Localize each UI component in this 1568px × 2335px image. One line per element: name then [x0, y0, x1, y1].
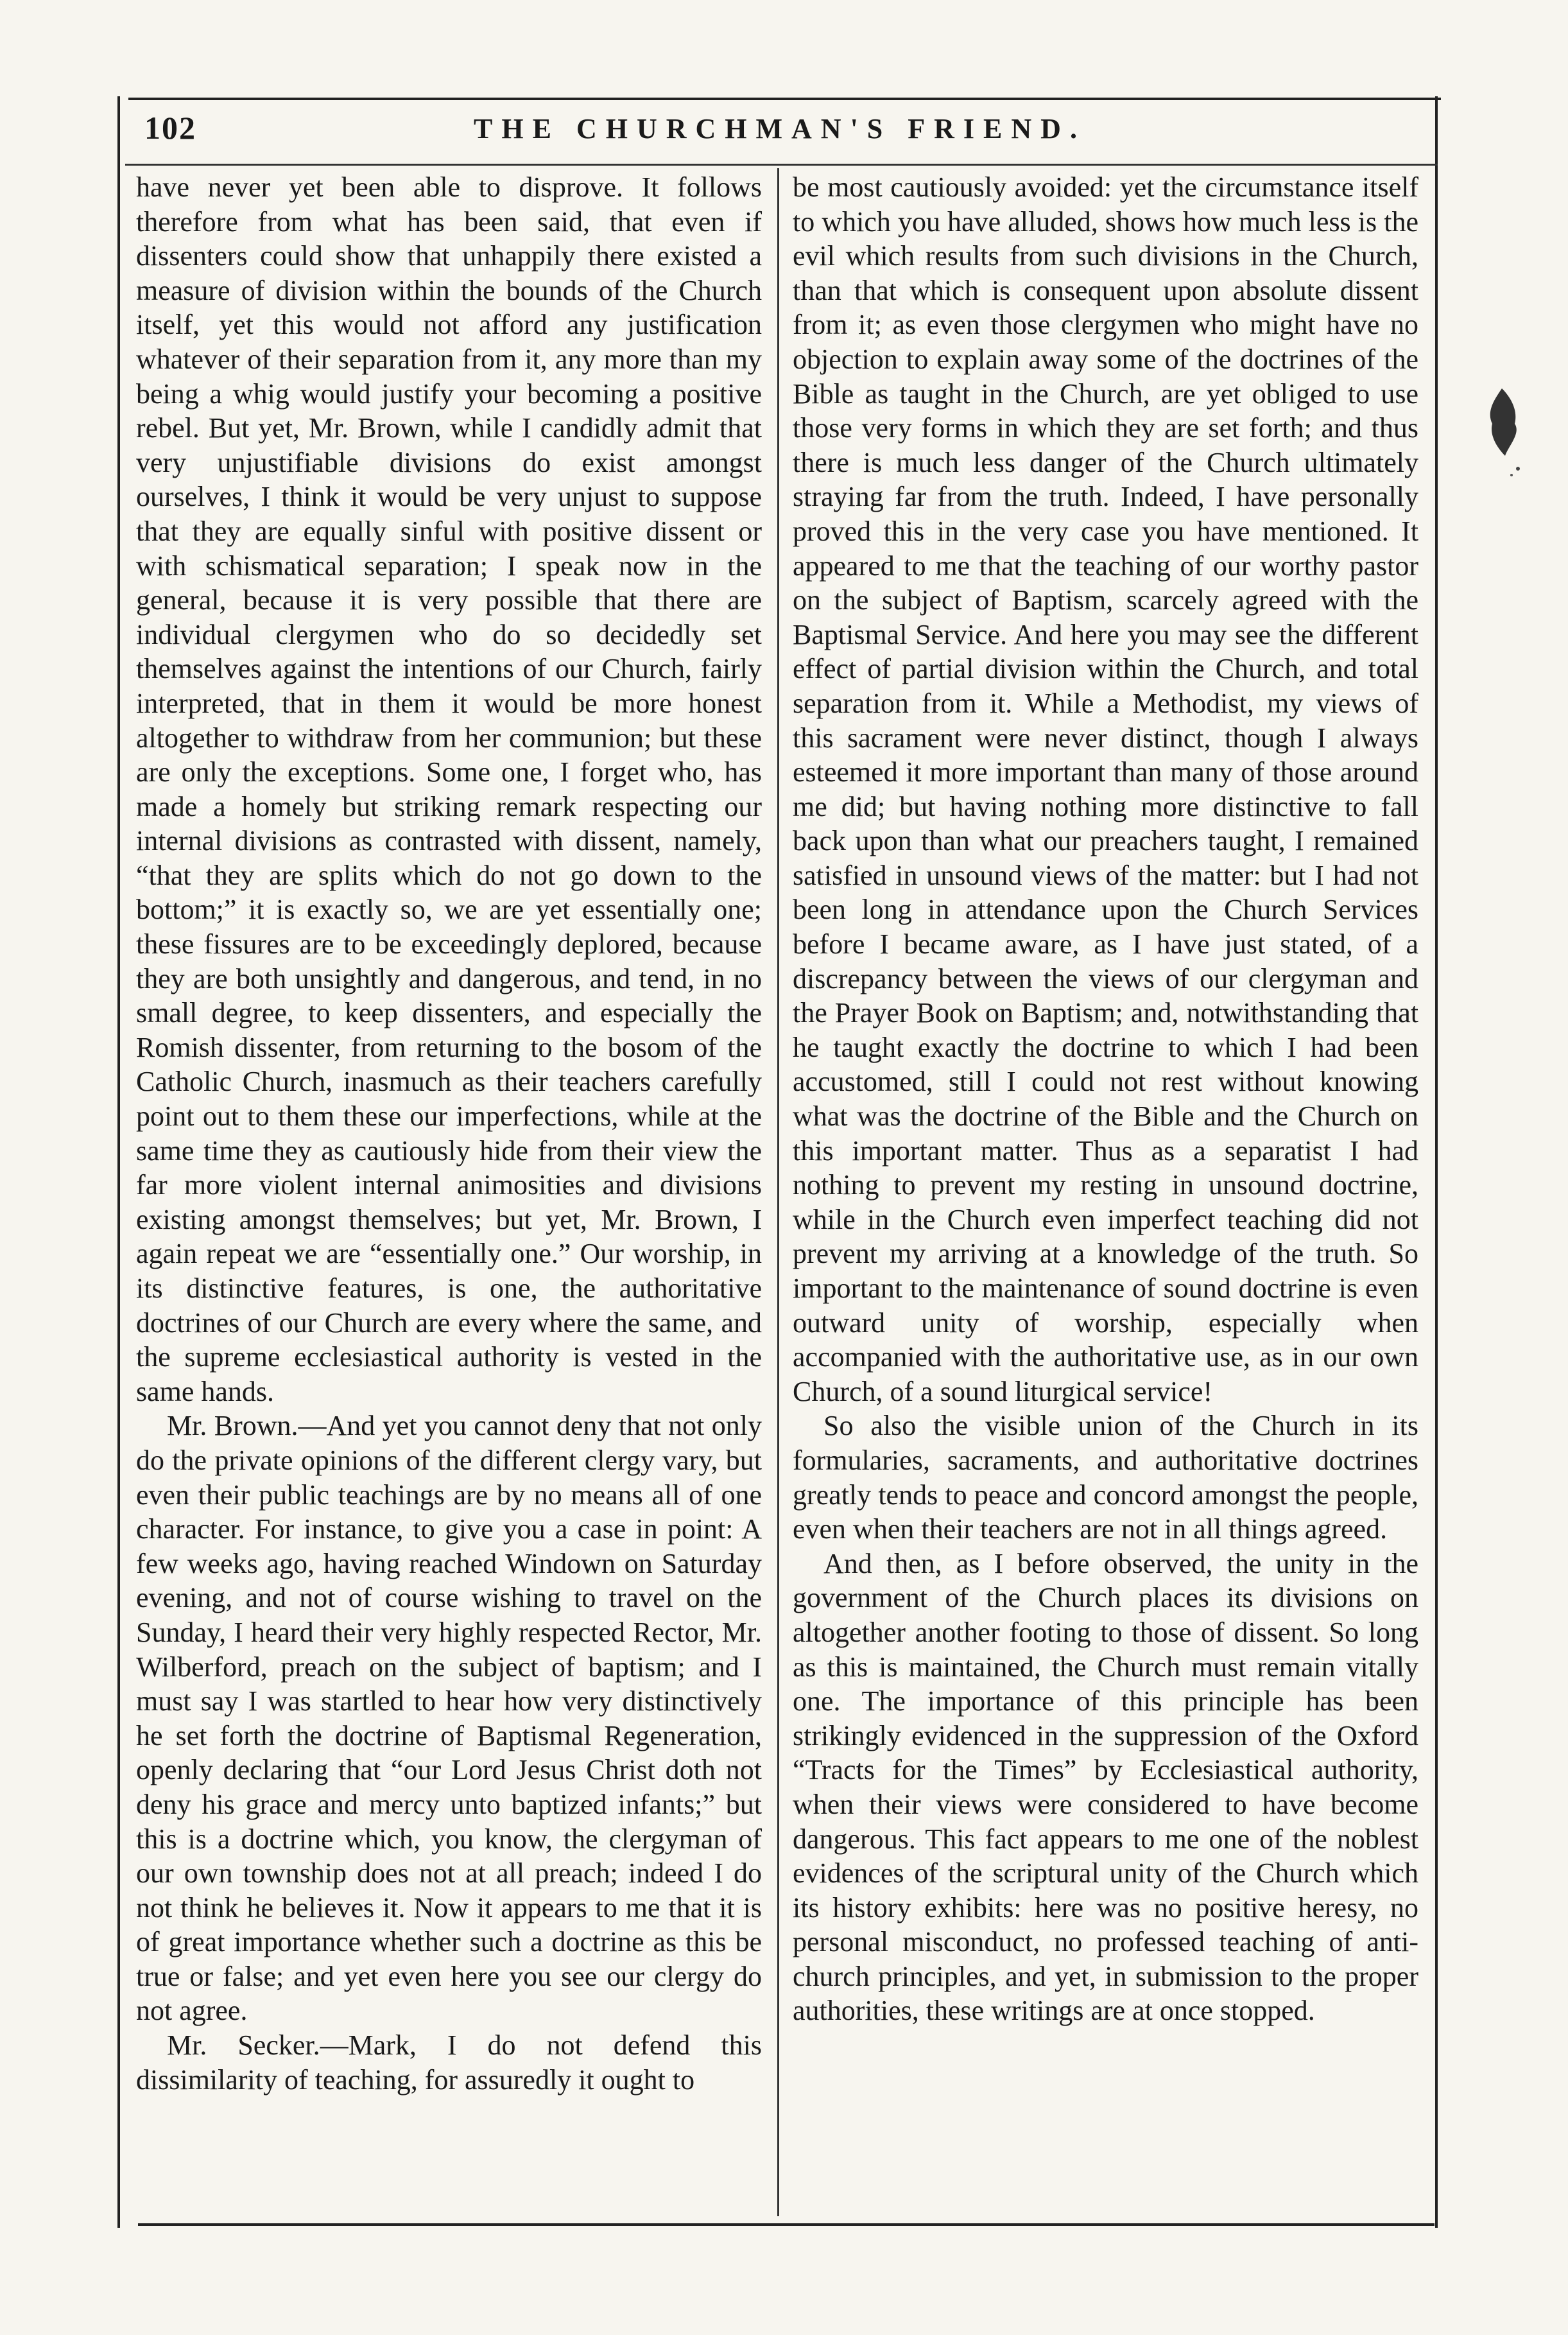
right-column — [793, 170, 1418, 2028]
left-paragraph-3: Mr. Secker.—Mark, I do not defend this dissimilarity of teaching, for assuredly it ought to — [136, 2029, 762, 2096]
right-paragraph-2: So also the visible union of the Church in its formularies, sacraments, and authoritative doctrines greatly tends to peace and concord amongst the people, even when their teachers are not in all things agreed. — [793, 1410, 1418, 1545]
ink-blot-mark — [1483, 385, 1528, 482]
left-paragraph-1: have never yet been able to disprove. It follows therefore from what has been said, that even if dissenters could show that unhappily there existed a measure of division within the bounds of the Church itself, yet this would not afford any justification whatever of their separation from it, any more than my being a whig would justify your becoming a positive rebel. But yet, Mr. Brown, while I candidly admit that very unjustifiable divisions do exist amongst ourselves, I think it would be very unjust to suppose that they are equally sinful with positive dissent or with schismatical separation; I speak now in the general, because it is very possible that there are individual clergymen who do so decidedly set themselves against the intentions of our Church, fairly interpreted, that in them it would be more honest altogether to withdraw from her communion; but these are only the exceptions. Some one, I forget who, has made a homely but striking remark respecting our internal divisions as contrasted with dissent, namely, “that they are splits which do not go down to the bottom;” it is exactly so, we are yet essentially one; these fissures are to be exceedingly deplored, because they are both unsightly and dangerous, and tend, in no small degree, to keep dissenters, and especially the Romish dissenter, from returning to the bosom of the Catholic Church, inasmuch as their teachers carefully point out to them these our imperfections, while at the same time they as cautiously hide from their view the far more violent internal animosities and divisions existing amongst themselves; but yet, Mr. Brown, I again repeat we are “essentially one.” Our worship, in its distinctive features, is one, the authoritative doctrines of our Church are every where the same, and the supreme ecclesiastical authority is vested in the same hands. — [136, 171, 762, 1407]
page-number: 102 — [144, 110, 196, 146]
left-column — [136, 170, 762, 2097]
running-title: THE CHURCHMAN'S FRIEND. — [474, 113, 1086, 144]
right-paragraph-1: be most cautiously avoided: yet the circumstance itself to which you have alluded, shows how much less is the evil which results from such divisions in the Church, than that which is consequent upon absolute dissent from it; as even those clergymen who might have no objection to explain away some of the doctrines of the Bible as taught in the Church, are yet obliged to use those very forms in which they are set forth; and thus there is much less danger of the Church ultimately straying far from the truth. Indeed, I have personally proved this in the very case you have mentioned. It appeared to me that the teaching of our worthy pastor on the subject of Baptism, scarcely agreed with the Baptismal Service. And here you may see the different effect of partial division within the Church, and total separation from it. While a Methodist, my views of this sacrament were never distinct, though I always esteemed it more important than many of those around me did; but having nothing more distinctive to fall back upon than what our preachers taught, I remained satisfied in unsound views of the matter: but I had not been long in attendance upon the Church Services before I became aware, as I have just stated, of a discrepancy between the views of our clergyman and the Prayer Book on Baptism; and, notwithstanding that he taught exactly the doctrine to which I had been accustomed, still I could not rest without knowing what was the doctrine of the Bible and the Church on this important matter. Thus as a separatist I had nothing to prevent my resting in unsound doctrine, while in the Church even imperfect teaching did not prevent my arriving at a knowledge of the truth. So important to the maintenance of sound doctrine is even outward unity of worship, especially when accompanied with the authoritative use, as in our own Church, of a sound liturgical service! — [793, 171, 1418, 1407]
left-border-rule — [117, 96, 120, 2228]
left-paragraph-2: Mr. Brown.—And yet you cannot deny that not only do the private opinions of the different clergy vary, but even their public teachings are by no means all of one character. For instance, to give you a case in point: A few weeks ago, having reached Windown on Saturday evening, and not of course wishing to travel on the Sunday, I heard their very highly respected Rector, Mr. Wilberford, preach on the subject of baptism; and I must say I was startled to hear how very distinctively he set forth the doctrine of Baptismal Regeneration, openly declaring that “our Lord Jesus Christ doth not deny his grace and mercy unto baptized infants;” but this is a doctrine which, you know, the clergyman of our own township does not at all preach; indeed I do not think he believes it. Now it appears to me that it is of great importance whether such a doctrine as this be true or false; and yet even here you see our clergy do not agree. — [136, 1410, 762, 2027]
column-divider — [777, 168, 779, 2216]
top-border-rule — [128, 98, 1441, 100]
bottom-border-rule — [138, 2223, 1434, 2226]
page-header — [128, 109, 1431, 161]
header-rule — [125, 164, 1438, 166]
right-border-rule — [1435, 96, 1438, 2228]
right-paragraph-3: And then, as I before observed, the unity in the government of the Church places its divisions on altogether another footing to those of dissent. So long as this is maintained, the Church must remain vitally one. The importance of this principle has been strikingly evidenced in the suppression of the Oxford “Tracts for the Times” by Ecclesiastical authority, when their views were considered to have become dangerous. This fact appears to me one of the noblest evidences of the scriptural unity of the Church which its history exhibits: here was no positive heresy, no personal misconduct, no professed teaching of anti-church principles, and yet, in submission to the proper authorities, these writings are at once stopped. — [793, 1547, 1418, 2027]
